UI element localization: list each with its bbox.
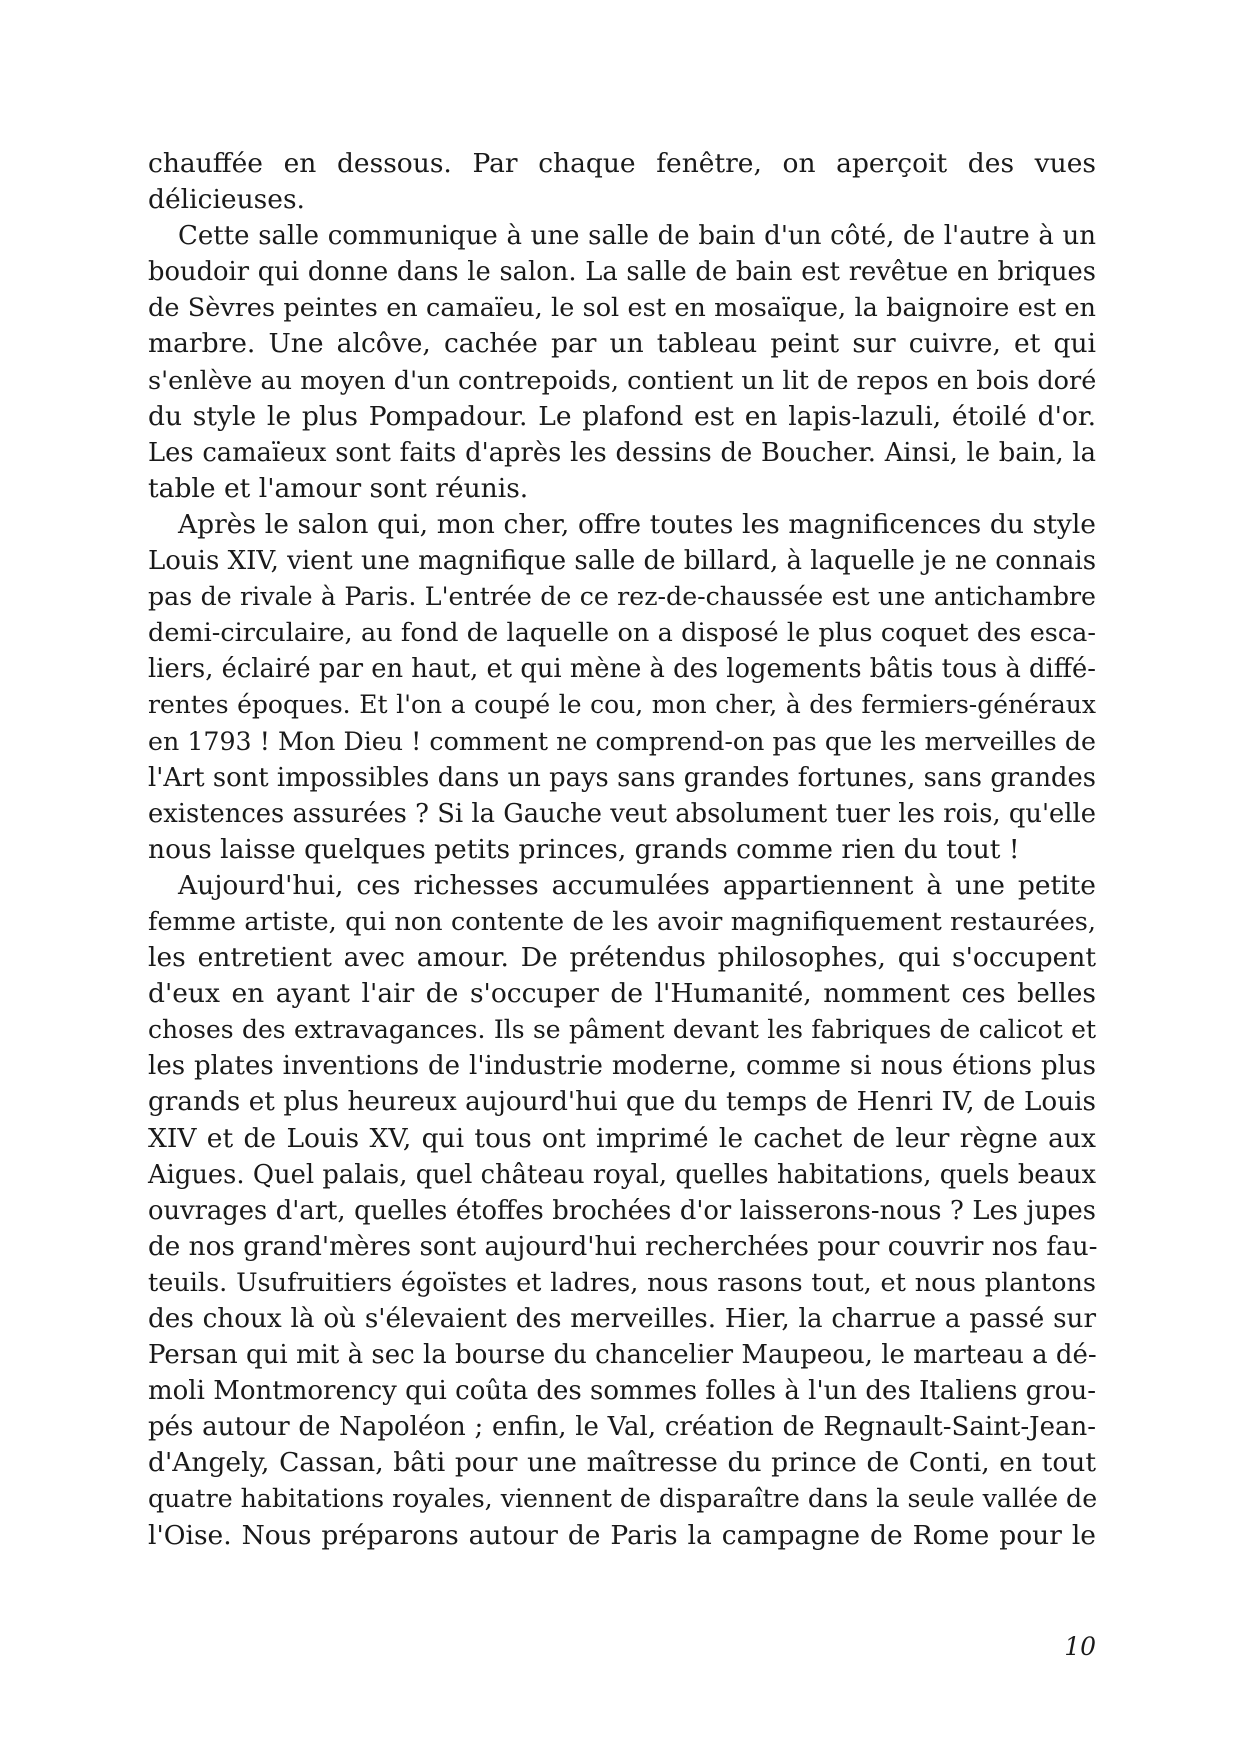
text-line: Cette salle communique à une salle de bain d'un côté, de l'autre à un [178,221,1096,252]
text-line: de nos grand'mères sont aujourd'hui recherchées pour couvrir nos fau- [148,1231,1098,1262]
text-line: Louis XIV, vient une magnifique salle de billard, à laquelle je ne connais [148,546,1097,577]
text-line: boudoir qui donne dans le salon. La salle de bain est revêtue en briques [148,257,1096,288]
paragraph-4 [148,868,1096,1554]
text-line: Aujourd'hui, ces richesses accumulées appartiennent à une petite [178,869,1096,901]
paragraph-2 [148,218,1096,507]
text-line: l'Oise. Nous préparons autour de Paris la campagne de Rome pour le [148,1519,1096,1551]
text-line: les plates inventions de l'industrie moderne, comme si nous étions plus [148,1051,1096,1082]
text-line: Aigues. Quel palais, quel château royal, quelles habitations, quels beaux [148,1159,1096,1190]
text-line: liers, éclairé par en haut, et qui mène à des logements bâtis tous à diffé- [148,654,1096,685]
text-line: XIV et de Louis XV, qui tous ont imprimé le cachet de leur règne aux [148,1122,1096,1154]
text-line: pas de rivale à Paris. L'entrée de ce rez-de-chaussée est une antichambre [148,582,1096,612]
text-line: d'Angely, Cassan, bâti pour une maîtresse du prince de Conti, en tout [148,1447,1096,1479]
text-line: choses des extravagances. Ils se pâment devant les fabriques de calicot et [148,1015,1096,1045]
paragraph-1 [148,146,1096,218]
text-line: du style le plus Pompadour. Le plafond est en lapis-lazuli, étoilé d'or. [148,400,1096,432]
text-line: délicieuses. [148,184,305,216]
text-line: quatre habitations royales, viennent de disparaître dans la seule vallée de [148,1484,1098,1514]
text-line: rentes époques. Et l'on a coupé le cou, mon cher, à des fermiers-généraux [148,690,1096,720]
text-line: nous laisse quelques petits princes, grands comme rien du tout ! [148,833,1020,865]
text-line: s'enlève au moyen d'un contrepoids, contient un lit de repos en bois doré [148,365,1097,396]
text-line: moli Montmorency qui coûta des sommes folles à l'un des Italiens grou- [148,1376,1096,1407]
text-line: Après le salon qui, mon cher, offre toutes les magnificences du style [178,508,1096,540]
text-line: l'Art sont impossibles dans un pays sans grandes fortunes, sans grandes [148,762,1096,793]
page-number: 10 [1064,1632,1096,1661]
text-line: grands et plus heureux aujourd'hui que du temps de Henri IV, de Louis [148,1087,1096,1118]
text-line: des choux là où s'élevaient des merveilles. Hier, la charrue a passé sur [148,1304,1096,1334]
text-line: d'eux en ayant l'air de s'occuper de l'Humanité, nomment ces belles [148,978,1096,1010]
text-line: en 1793 ! Mon Dieu ! comment ne comprend-on pas que les merveilles de [148,726,1096,756]
text-line: marbre. Une alcôve, cachée par un tableau peint sur cuivre, et qui [148,328,1096,360]
text-line: ouvrages d'art, quelles étoffes brochées d'or laisserons-nous ? Les jupes [148,1195,1096,1226]
text-line: femme artiste, qui non contente de les avoir magnifiquement restaurées, [148,906,1096,937]
text-line: de Sèvres peintes en camaïeu, le sol est en mosaïque, la baignoire est en [148,293,1096,324]
text-line: Les camaïeux sont faits d'après les dessins de Boucher. Ainsi, le bain, la [148,437,1096,468]
text-line: existences assurées ? Si la Gauche veut absolument tuer les rois, qu'elle [148,798,1096,829]
text-line: demi-circulaire, au fond de laquelle on a disposé le plus coquet des esca- [148,618,1096,649]
paragraph-3 [148,507,1096,868]
text-line: table et l'amour sont réunis. [148,472,529,504]
text-line: les entretient avec amour. De prétendus philosophes, qui s'occupent [148,942,1096,974]
text-line: chauffée en dessous. Par chaque fenêtre, on aperçoit des vues [148,148,1096,179]
page-body [148,146,1096,1554]
text-line: teuils. Usufruitiers égoïstes et ladres, nous rasons tout, et nous plantons [148,1267,1096,1298]
text-line: pés autour de Napoléon ; enfin, le Val, création de Regnault-Saint-Jean- [148,1412,1096,1443]
text-line: Persan qui mit à sec la bourse du chancelier Maupeou, le marteau a dé- [148,1340,1097,1371]
